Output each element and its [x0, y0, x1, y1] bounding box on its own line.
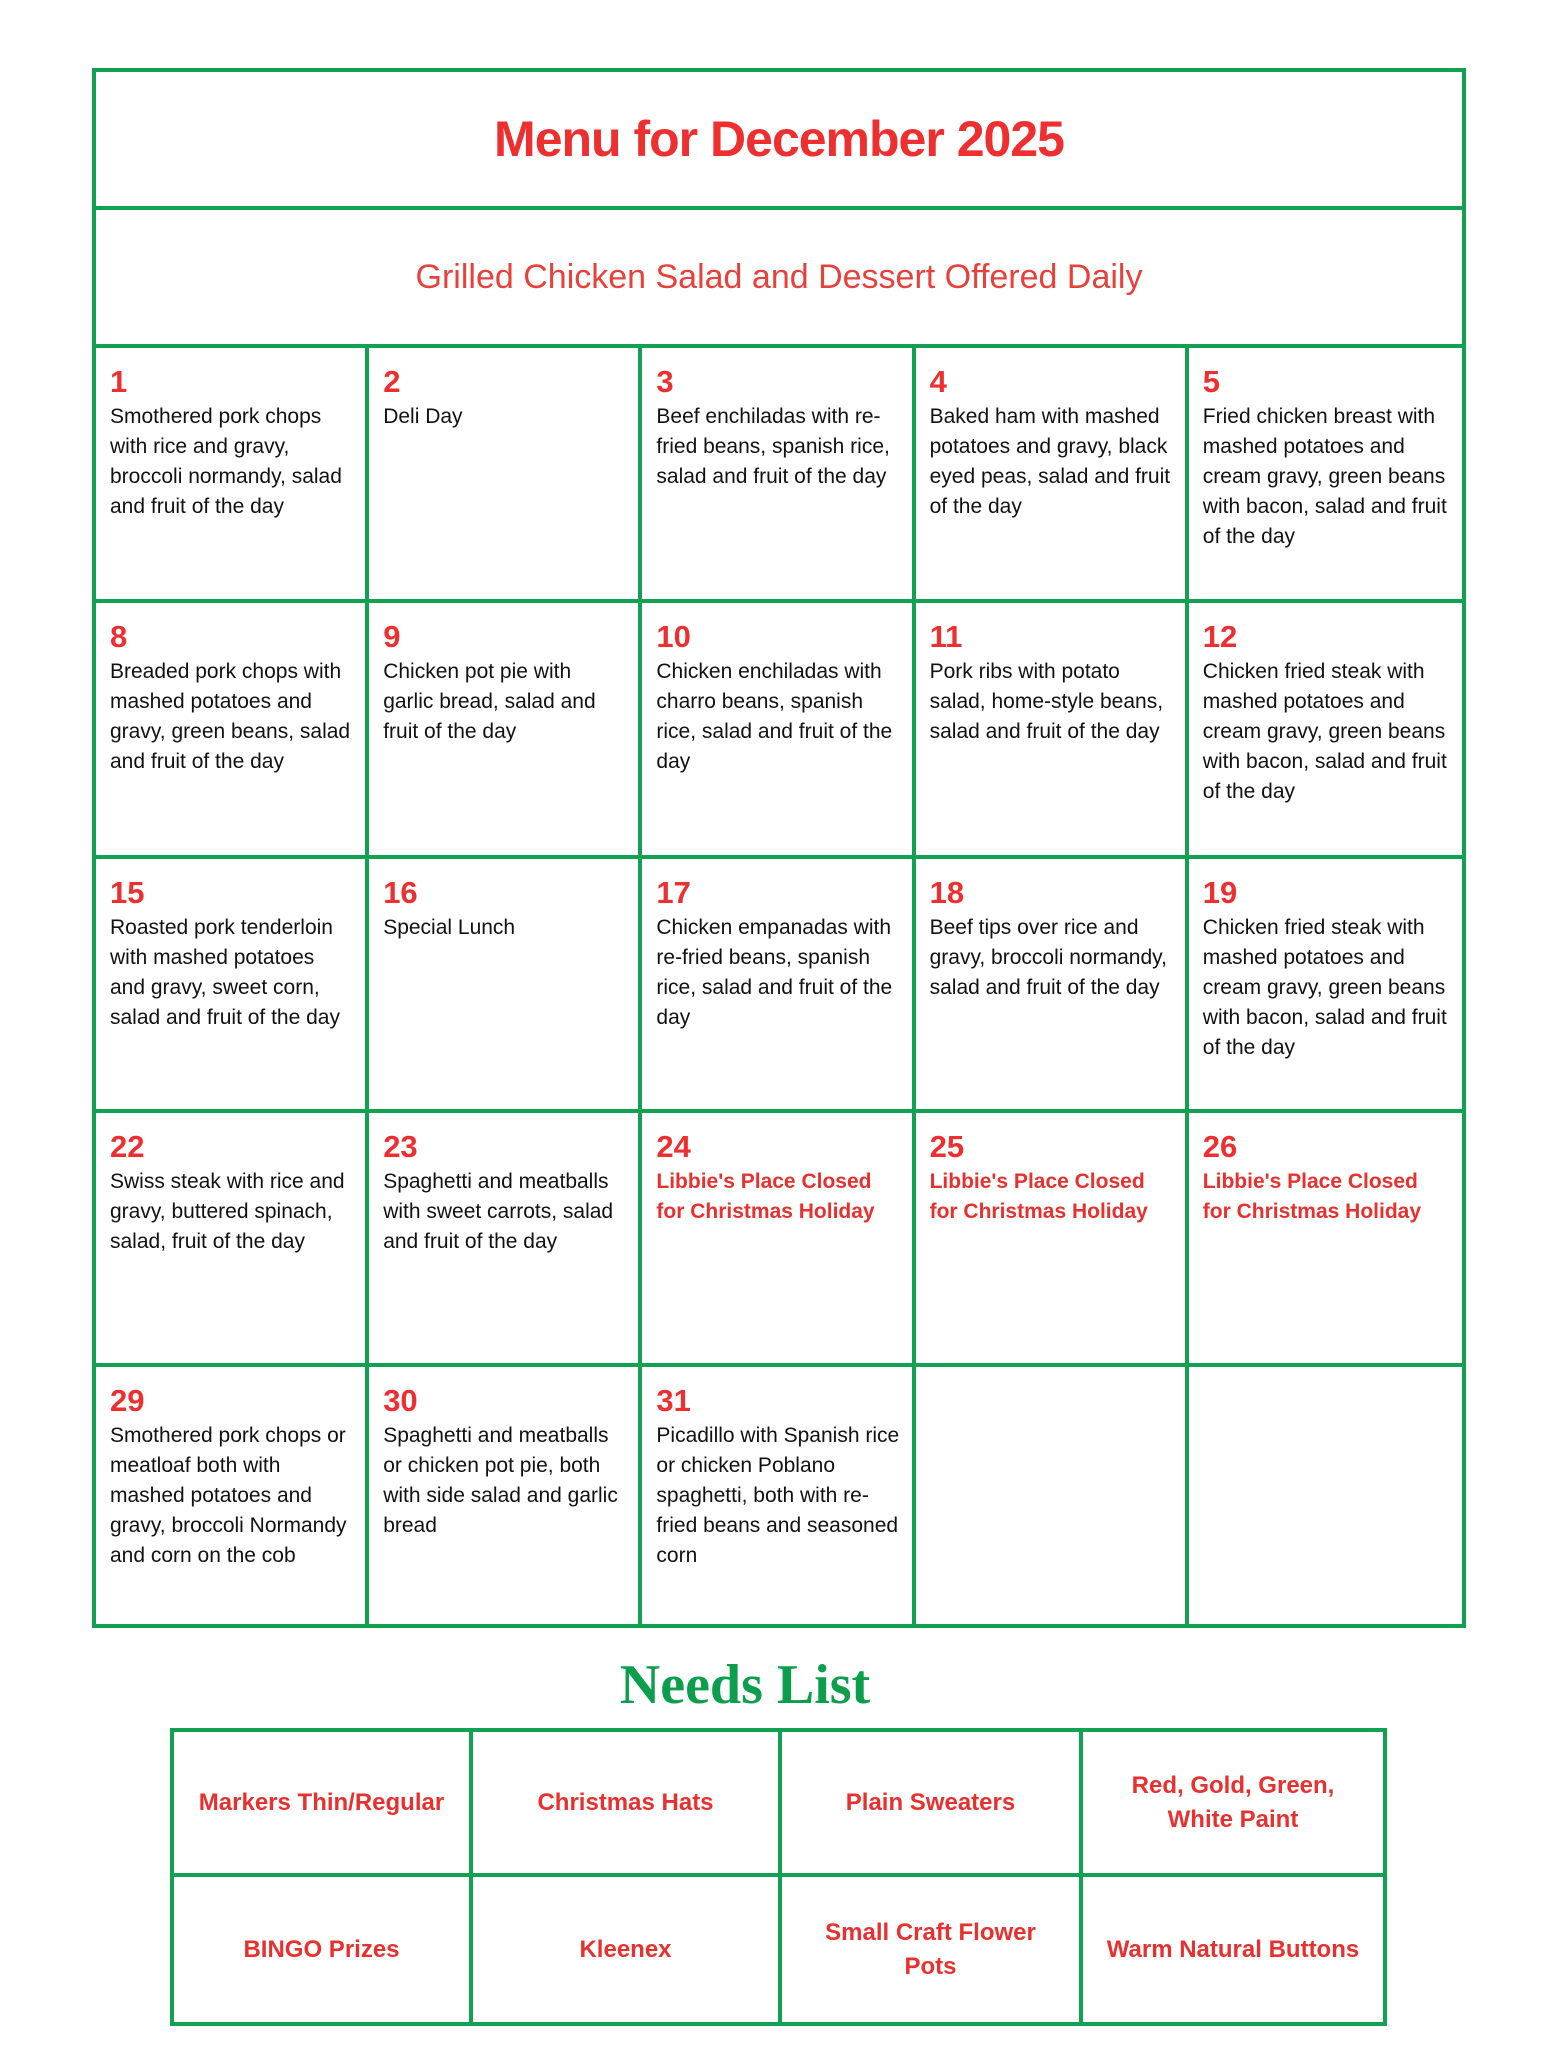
- calendar-day-cell: [1189, 603, 1462, 859]
- day-number: 3: [656, 364, 674, 399]
- meal-description: Spaghetti and meatballs with sweet carrots, salad and fruit of the day: [383, 1170, 614, 1253]
- day-number: 30: [383, 1383, 418, 1418]
- menu-title: Menu for December 2025: [96, 72, 1462, 210]
- calendar-day-cell: [96, 859, 369, 1113]
- needs-list-table: [170, 1728, 1387, 2026]
- day-number: 26: [1202, 1129, 1238, 1164]
- closed-notice: Libbie's Place Closed for Christmas Holiday: [1202, 1170, 1422, 1223]
- meal-description: Chicken empanadas with re-fried beans, spanish rice, salad and fruit of the day: [656, 916, 893, 1029]
- meal-description: Smothered pork chops with rice and gravy, broccoli normandy, salad and fruit of the day: [110, 405, 342, 518]
- empty-cell: [1189, 1367, 1462, 1624]
- day-number: 2: [383, 364, 401, 399]
- menu-subtitle: Grilled Chicken Salad and Dessert Offered Daily: [96, 210, 1462, 348]
- needs-list-item: Red, Gold, Green, White Paint: [1083, 1732, 1383, 1877]
- day-number: 5: [1202, 364, 1221, 399]
- day-number: 22: [110, 1129, 145, 1164]
- calendar-day-cell: [642, 603, 915, 859]
- calendar-day-cell: [369, 1367, 642, 1624]
- day-number: 12: [1202, 619, 1238, 654]
- calendar-day-cell: [642, 859, 915, 1113]
- meal-description: Breaded pork chops with mashed potatoes and gravy, green beans, salad and fruit of the day: [110, 660, 351, 773]
- needs-list-item: Christmas Hats: [473, 1732, 782, 1877]
- calendar-day-cell: [369, 1113, 642, 1367]
- meal-description: Deli Day: [383, 405, 463, 428]
- day-number: 1: [110, 364, 128, 399]
- day-number: 18: [929, 875, 965, 910]
- meal-description: Special Lunch: [383, 916, 516, 939]
- calendar-day-cell: [1189, 859, 1462, 1113]
- needs-list-item: Plain Sweaters: [782, 1732, 1083, 1877]
- day-number: 8: [110, 619, 128, 654]
- calendar-day-cell: [96, 348, 369, 603]
- calendar-day-cell: [369, 348, 642, 603]
- calendar-day-cell: [642, 1113, 915, 1367]
- empty-cell: [916, 1367, 1189, 1624]
- meal-description: Chicken fried steak with mashed potatoes and cream gravy, green beans with bacon, salad and fruit of the day: [1202, 916, 1447, 1059]
- day-number: 16: [383, 875, 418, 910]
- day-number: 10: [656, 619, 691, 654]
- meal-description: Beef tips over rice and gravy, broccoli normandy, salad and fruit of the day: [929, 916, 1167, 999]
- needs-list-item: Small Craft Flower Pots: [782, 1877, 1083, 2022]
- meal-description: Picadillo with Spanish rice or chicken Poblano spaghetti, both with re-fried beans and seasoned corn: [656, 1424, 900, 1567]
- needs-list-title: Needs List: [619, 1654, 871, 1716]
- day-number: 4: [929, 364, 947, 399]
- day-number: 31: [656, 1383, 691, 1418]
- calendar-day-cell: [642, 348, 915, 603]
- day-number: 23: [383, 1129, 418, 1164]
- day-number: 9: [383, 619, 401, 654]
- closed-notice: Libbie's Place Closed for Christmas Holiday: [929, 1170, 1148, 1223]
- meal-description: Spaghetti and meatballs or chicken pot pie, both with side salad and garlic bread: [383, 1424, 618, 1537]
- calendar-day-cell: [369, 603, 642, 859]
- closed-notice: Libbie's Place Closed for Christmas Holiday: [656, 1170, 875, 1223]
- meal-description: Chicken fried steak with mashed potatoes and cream gravy, green beans with bacon, salad and fruit of the day: [1202, 660, 1447, 803]
- calendar-day-cell: [1189, 348, 1462, 603]
- meal-description: Roasted pork tenderloin with mashed potatoes and gravy, sweet corn, salad and fruit of the day: [110, 916, 340, 1029]
- calendar-day-cell: [916, 1113, 1189, 1367]
- meal-description: Pork ribs with potato salad, home-style beans, salad and fruit of the day: [929, 660, 1164, 743]
- day-number: 19: [1202, 875, 1238, 910]
- calendar-day-cell: [1189, 1113, 1462, 1367]
- calendar-grid: [96, 348, 1462, 1624]
- calendar-day-cell: [96, 603, 369, 859]
- calendar-day-cell: [916, 603, 1189, 859]
- day-number: 15: [110, 875, 145, 910]
- calendar-day-cell: [916, 348, 1189, 603]
- meal-description: Beef enchiladas with re-fried beans, spanish rice, salad and fruit of the day: [656, 405, 890, 488]
- meal-description: Chicken pot pie with garlic bread, salad and fruit of the day: [383, 660, 596, 743]
- meal-description: Chicken enchiladas with charro beans, spanish rice, salad and fruit of the day: [656, 660, 893, 773]
- day-number: 11: [929, 619, 963, 654]
- calendar-day-cell: [642, 1367, 915, 1624]
- needs-list-item: Kleenex: [473, 1877, 782, 2022]
- needs-list-item: Markers Thin/Regular: [174, 1732, 473, 1877]
- calendar-day-cell: [96, 1367, 369, 1624]
- day-number: 25: [929, 1129, 965, 1164]
- calendar-day-cell: [369, 859, 642, 1113]
- day-number: 24: [656, 1129, 691, 1164]
- day-number: 17: [656, 875, 691, 910]
- meal-description: Fried chicken breast with mashed potatoes and cream gravy, green beans with bacon, salad and fruit of the day: [1202, 405, 1447, 548]
- day-number: 29: [110, 1383, 145, 1418]
- menu-calendar: [92, 68, 1466, 1628]
- calendar-day-cell: [96, 1113, 369, 1367]
- needs-list-item: Warm Natural Buttons: [1106, 1935, 1360, 1963]
- meal-description: Smothered pork chops or meatloaf both with mashed potatoes and gravy, broccoli Normandy and corn on the cob: [110, 1424, 347, 1567]
- needs-list-item: BINGO Prizes: [174, 1877, 473, 2022]
- meal-description: Baked ham with mashed potatoes and gravy, black eyed peas, salad and fruit of the day: [929, 405, 1171, 518]
- calendar-day-cell: [916, 859, 1189, 1113]
- meal-description: Swiss steak with rice and gravy, buttered spinach, salad, fruit of the day: [110, 1170, 345, 1253]
